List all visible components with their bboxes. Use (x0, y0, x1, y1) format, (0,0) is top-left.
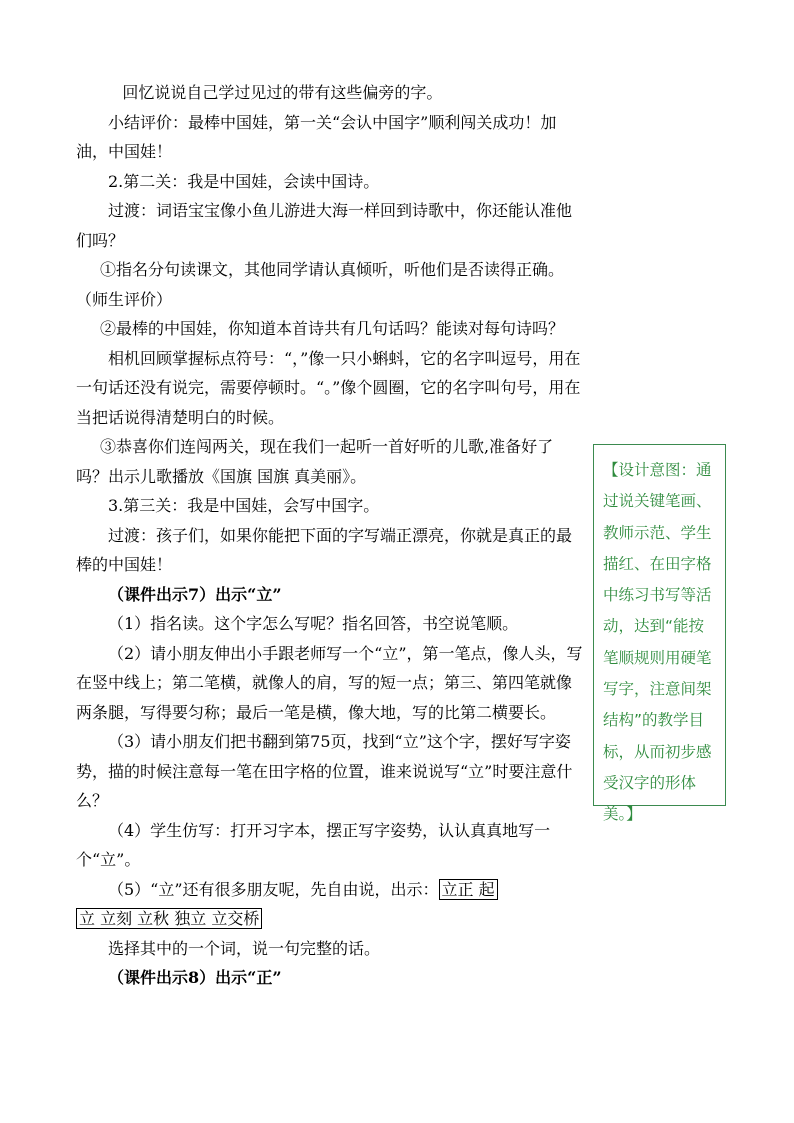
paragraph-step3: ③恭喜你们连闯两关，现在我们一起听一首好听的儿歌,准备好了吗？出示儿歌播放《国旗 国旗 真美丽》。 (76, 437, 554, 486)
heading-courseware8: （课件出示8）出示“正” (108, 968, 282, 987)
paragraph-step1: ①指名分句读课文，其他同学请认真倾听，听他们是否读得正确。（师生评价） (76, 260, 565, 309)
paragraph-recall: 回忆说说自己学过见过的带有这些偏旁的字。 (122, 83, 443, 102)
friends-words-box-2: 立 立刻 立秋 独立 立交桥 (76, 908, 262, 929)
paragraph-level2: 2.第二关：我是中国娃，会读中国诗。 (108, 171, 380, 191)
lesson-plan-body (76, 78, 584, 993)
design-intent-box: 【设计意图：通过说关键笔画、教师示范、学生描红、在田字格中练习书写等活动，达到“能按笔顺规则用硬笔写字，注意间架结构”的教学目标，从而初步感受汉字的形体美。】 (593, 444, 726, 806)
paragraph-sub3: （3）请小朋友们把书翻到第75页，找到“立”这个字，摆好写字姿势，描的时候注意每一笔在田字格的位置，谁来说说写“立”时要注意什么？ (76, 732, 573, 810)
heading-courseware7: （课件出示7）出示“立” (108, 584, 282, 604)
paragraph-sub2: （2）请小朋友伸出小手跟老师写一个“立”，第一笔点，像人头，写在竖中线上；第二笔横，就像人的肩，写的短一点；第三、第四笔就像两条腿，写得要匀称；最后一笔是横，像大地，写的比第二横要长。 (76, 643, 583, 722)
paragraph-sub1: （1）指名读。这个字怎么写呢？指名回答，书空说笔顺。 (108, 614, 519, 633)
paragraph-punctuation: 相机回顾掌握标点符号：“，”像一只小蝌蚪，它的名字叫逗号，用在一句话还没有说完，需要停顿时。“。”像个圆圈，它的名字叫句号，用在当把话说得清楚明白的时候。 (76, 348, 581, 427)
paragraph-summary: 小结评价：最棒中国娃，第一关“会认中国字”顺利闯关成功！加油，中国娃！ (76, 112, 557, 161)
paragraph-choose: 选择其中的一个词，说一句完整的话。 (108, 938, 381, 958)
paragraph-sub5 (76, 875, 584, 905)
paragraph-transition2: 过渡：孩子们，如果你能把下面的字写端正漂亮，你就是真正的最棒的中国娃！ (76, 525, 573, 574)
paragraph-transition1: 过渡：词语宝宝像小鱼儿游进大海一样回到诗歌中，你还能认准他们吗？ (76, 201, 573, 250)
paragraph-sub4: （4）学生仿写：打开习字本，摆正写字姿势，认认真真地写一个“立”。 (76, 820, 551, 869)
friends-words-box-1: 立正 起 (439, 879, 498, 900)
paragraph-step2: ②最棒的中国娃，你知道本首诗共有几句话吗？能读对每句诗吗？ (100, 319, 565, 338)
friends-intro: （5）“立”还有很多朋友呢，先自由说，出示： (108, 879, 439, 899)
friends-line2 (76, 904, 584, 934)
paragraph-level3: 3.第三关：我是中国娃，会写中国字。 (108, 496, 380, 515)
